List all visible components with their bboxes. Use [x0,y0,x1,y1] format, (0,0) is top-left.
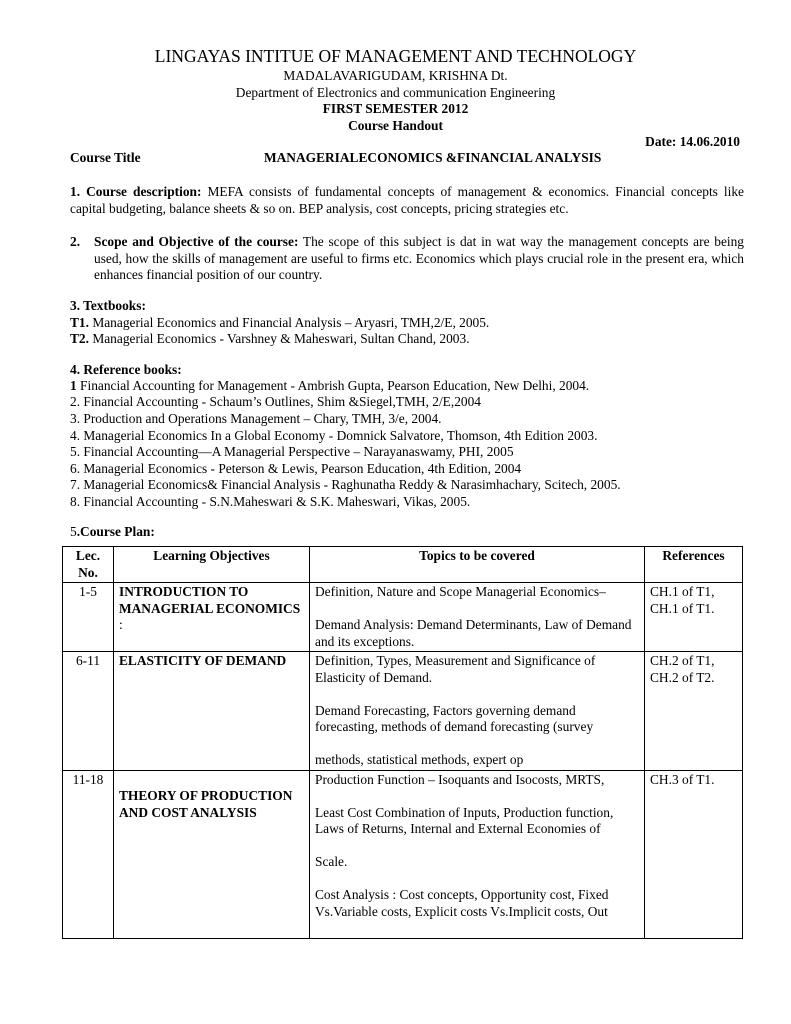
reference-item: 3. Production and Operations Management – Chary, TMH, 3/e, 2004. [70,411,442,426]
topic-line: Demand Forecasting, Factors governing demand forecasting, methods of demand forecasting (survey [315,702,594,734]
reference-line: CH.1 of T1. [650,600,715,616]
reference-item: 4. Managerial Economics In a Global Economy - Domnick Salvatore, Thomson, 4th Edition 2003. [70,428,598,443]
textbook-item [70,315,489,332]
references-heading: 4. Reference books: [70,362,182,377]
institute-location: MADALAVARIGUDAM, KRISHNA Dt. [283,68,508,83]
course-plan-heading [70,524,155,541]
course-description-heading: 1. Course description: [70,184,202,199]
reference-line: CH.2 of T2. [650,669,715,685]
scope-text: The scope of this subject is dat in wat way the management concepts are being used, how the skills of management are useful to firms etc. Economics which plays crucial role in the present era, which enhances financial position of our country. [94,234,744,282]
reference-line: CH.2 of T1, [650,653,715,668]
semester: FIRST SEMESTER 2012 [322,101,469,116]
doc-type: Course Handout [348,118,443,133]
topics [310,583,645,652]
handout-date: Date: 14.06.2010 [645,134,740,149]
topic-line: Production Function – Isoquants and Isocosts, MRTS, [315,771,605,787]
column-header: References [645,547,743,583]
lecture-number: 11-18 [63,770,114,938]
objective-suffix: : [119,617,123,632]
reference-item: 7. Managerial Economics& Financial Analysis - Raghunatha Reddy & Narasimhachary, Scitech, 2005. [70,477,621,492]
reference-item: 5. Financial Accounting—A Managerial Perspective – Narayanaswamy, PHI, 2005 [70,444,514,459]
scope-number: 2. [70,234,81,249]
textbooks-heading: 3. Textbooks: [70,298,146,313]
reference-item: 2. Financial Accounting - Schaum’s Outlines, Shim &Siegel,TMH, 2/E,2004 [70,394,481,409]
topic-line: methods, statistical methods, expert op [315,752,524,767]
textbook-item [70,331,470,348]
topic-line: Least Cost Combination of Inputs, Production function, Laws of Returns, Internal and External Economies of [315,804,614,836]
learning-objective [114,770,310,938]
course-title-label: Course Title [70,150,141,165]
department-name: Department of Electronics and communication Engineering [235,85,556,100]
course-description [70,184,744,217]
table-row [63,583,743,652]
topics [310,652,645,771]
reference-item [70,378,589,395]
textbook-label: T1. [70,315,89,330]
reference-line: CH.3 of T1. [650,771,715,787]
course-plan-table [62,546,743,939]
reference-item: 6. Managerial Economics - Peterson & Lewis, Pearson Education, 4th Edition, 2004 [70,461,522,476]
course-title-value: MANAGERIALECONOMICS &FINANCIAL ANALYSIS [264,150,602,165]
table-row [63,652,743,771]
topic-line: Definition, Nature and Scope Managerial Economics– [315,584,606,599]
textbook-text: Managerial Economics - Varshney & Maheswari, Sultan Chand, 2003. [88,331,470,346]
topic-line: Demand Analysis: Demand Determinants, Law of Demand and its exceptions. [315,617,632,649]
course-plan-number: 5 [70,524,77,539]
references-cell [645,652,743,771]
table-header-row [63,547,743,583]
topics [310,770,645,938]
scope-objective [94,234,744,284]
topic-line: Definition, Types, Measurement and Significance of Elasticity of Demand. [315,653,596,685]
lecture-number: 6-11 [63,652,114,771]
objective-text: THEORY OF PRODUCTION AND COST ANALYSIS [119,788,293,820]
textbook-text: Managerial Economics and Financial Analysis – Aryasri, TMH,2/E, 2005. [88,315,490,330]
topic-line: Scale. [315,854,348,869]
learning-objective [114,583,310,652]
references-cell [645,770,743,938]
course-plan-title: .Course Plan: [76,524,155,539]
topic-line: Cost Analysis : Cost concepts, Opportunity cost, Fixed Vs.Variable costs, Explicit costs Vs.Implicit costs, Out [315,887,609,919]
reference-line: CH.1 of T1, [650,584,715,599]
textbook-label: T2. [70,331,89,346]
reference-item: 8. Financial Accounting - S.N.Maheswari & S.K. Maheswari, Vikas, 2005. [70,494,471,509]
reference-label: 1 [70,378,77,393]
course-description-text: MEFA consists of fundamental concepts of management & economics. Financial concepts like capital budgeting, balance sheets & so on. BEP analysis, cost concepts, pricing strategies etc. [70,184,745,216]
institute-name: LINGAYAS INTITUE OF MANAGEMENT AND TECHNOLOGY [154,46,637,66]
column-header: Lec. No. [63,547,114,583]
column-header: Topics to be covered [310,547,645,583]
scope-heading: Scope and Objective of the course: [94,234,299,249]
lecture-number: 1-5 [63,583,114,652]
column-header: Learning Objectives [114,547,310,583]
reference-text: Financial Accounting for Management - Ambrish Gupta, Pearson Education, New Delhi, 2004. [76,378,590,393]
learning-objective: ELASTICITY OF DEMAND [114,652,310,771]
objective-text: INTRODUCTION TO MANAGERIAL ECONOMICS [119,584,301,616]
references-cell [645,583,743,652]
table-row [63,770,743,938]
